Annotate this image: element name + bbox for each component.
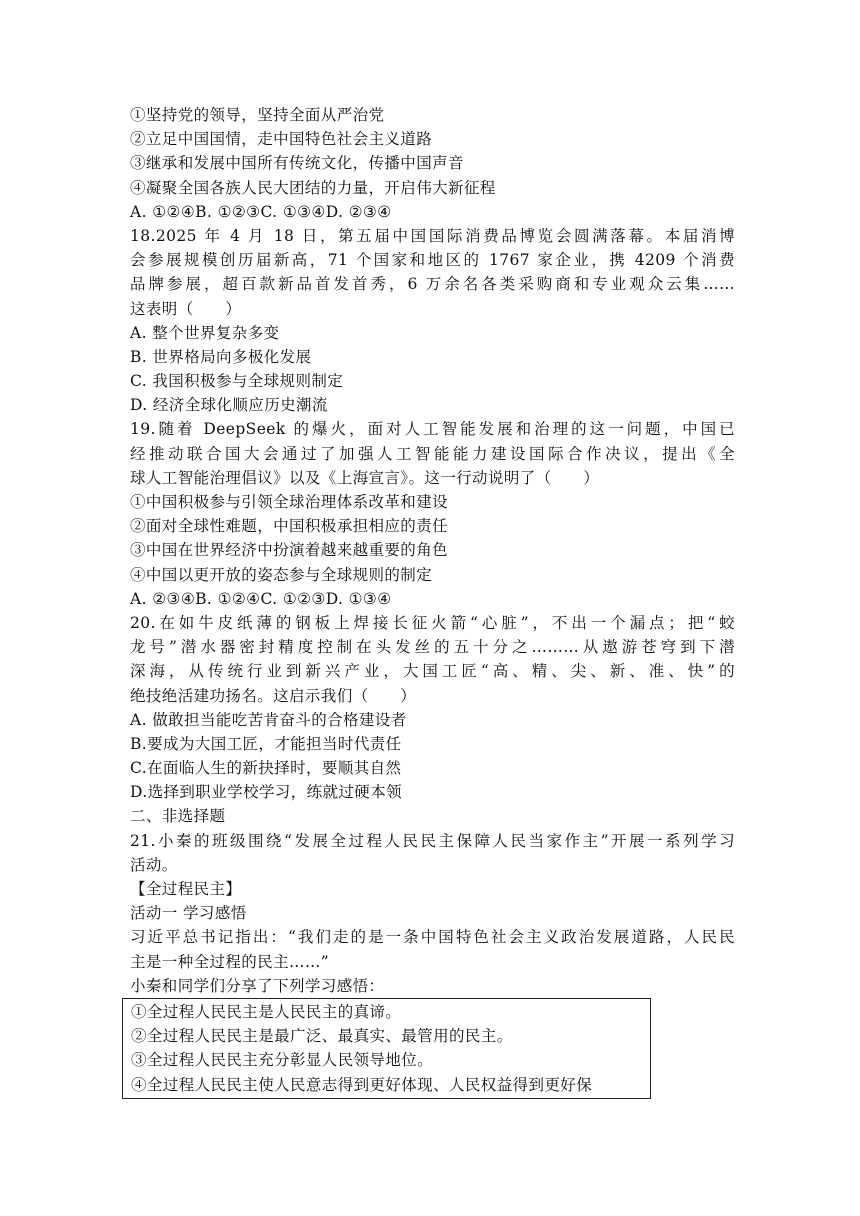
q21-activity-title: 活动一 学习感悟 [130,904,247,923]
insight-1: ①全过程人民民主是人民民主的真谛。 [131,1002,402,1021]
q20-choice-d: D.选择到职业学校学习，练就过硬本领 [130,783,403,802]
question-18 [130,224,735,418]
question-21 [130,829,735,1099]
q18-stem-line-4: 这表明（ ） [130,299,242,318]
q19-choices: A. ②③④B. ①②④C. ①②③D. ①③④ [130,589,392,608]
q20-stem-line-4: 绝技绝活建功扬名。这启示我们（ ） [130,686,417,705]
insights-box [122,998,651,1099]
q19-stem-line-3: 球人工智能治理倡议》以及《上海宣言》。这一行动说明了（ ） [130,468,600,487]
q19-option-4: ④中国以更开放的姿态参与全球规则的制定 [130,565,433,584]
q19-option-1: ①中国积极参与引领全球治理体系改革和建设 [130,493,449,511]
q19-stem-line-2: 经推动联合国大会通过了加强人工智能能力建设国际合作决议，提出《全 [130,444,735,463]
q21-share-intro: 小秦和同学们分享了下列学习感悟： [130,976,385,995]
insight-3: ③全过程人民民主充分彰显人民领导地位。 [131,1051,434,1070]
q21-quote-line-1: 习近平总书记指出：“我们走的是一条中国特色社会主义政治发展道路，人民民 [130,928,735,947]
insight-2: ②全过程人民民主是最广泛、最真实、最管用的民主。 [131,1027,513,1046]
q17-option-3: ③继承和发展中国所有传统文化，传播中国声音 [130,154,464,173]
q18-stem-line-3: 品牌参展，超百款新品首发首秀，6 万余名各类采购商和专业观众云集…… [130,275,735,294]
q20-stem-line-3: 深海，从传统行业到新兴产业，大国工匠“高、精、尖、新、准、快”的 [130,662,735,681]
q20-choice-b: B.要成为大国工匠，才能担当时代责任 [130,734,402,753]
q19-stem-line-1: 19.随着 DeepSeek 的爆火，面对人工智能发展和治理的这一问题，中国已 [130,420,735,439]
q17-choices: A. ①②④B. ①②③C. ①③④D. ②③④ [130,202,392,221]
q19-option-2: ②面对全球性难题，中国积极承担相应的责任 [130,517,449,536]
q18-stem-line-2: 会参展规模创历届新高，71 个国家和地区的 1767 家企业，携 4209 个消费 [130,251,735,270]
q21-subtitle: 【全过程民主】 [130,880,242,898]
q18-stem-line-1: 18.2025 年 4 月 18 日，第五届中国国际消费品博览会圆满落幕。本届消博 [130,226,735,245]
q17-option-4: ④凝聚全国各族人民大团结的力量，开启伟大新征程 [130,178,496,197]
q21-stem-line-1: 21.小秦的班级围绕“发展全过程人民民主保障人民当家作主”开展一系列学习 [130,831,735,850]
q20-stem-line-1: 20.在如牛皮纸薄的钢板上焊接长征火箭“心脏”，不出一个漏点；把“蛟 [130,613,735,632]
q19-option-3: ③中国在世界经济中扮演着越来越重要的角色 [130,541,449,560]
q18-choice-b: B. 世界格局向多极化发展 [130,347,312,366]
q20-choice-a: A. 做敢担当能吃苦肯奋斗的合格建设者 [130,710,407,729]
exam-page [130,103,735,1099]
q20-stem-line-2: 龙号”潜水器密封精度控制在头发丝的五十分之………从遨游苍穹到下潜 [130,638,735,657]
q17-option-1: ①坚持党的领导，坚持全面从严治党 [130,106,385,124]
q17-options [130,103,735,224]
q21-stem-line-2: 活动。 [130,855,178,874]
q18-choice-a: A. 整个世界复杂多变 [130,323,280,342]
insight-4: ④全过程人民民主使人民意志得到更好体现、人民权益得到更好保 [131,1075,593,1094]
question-20 [130,611,735,805]
q17-option-2: ②立足中国国情，走中国特色社会主义道路 [130,130,433,149]
q18-choice-c: C. 我国积极参与全球规则制定 [130,372,344,391]
section-heading: 二、非选择题 [130,807,226,826]
q18-choice-d: D. 经济全球化顺应历史潮流 [130,396,328,415]
q20-choice-c: C.在面临人生的新抉择时，要顺其自然 [130,759,402,778]
question-19 [130,417,735,611]
q21-quote-line-2: 主是一种全过程的民主……” [130,952,330,971]
